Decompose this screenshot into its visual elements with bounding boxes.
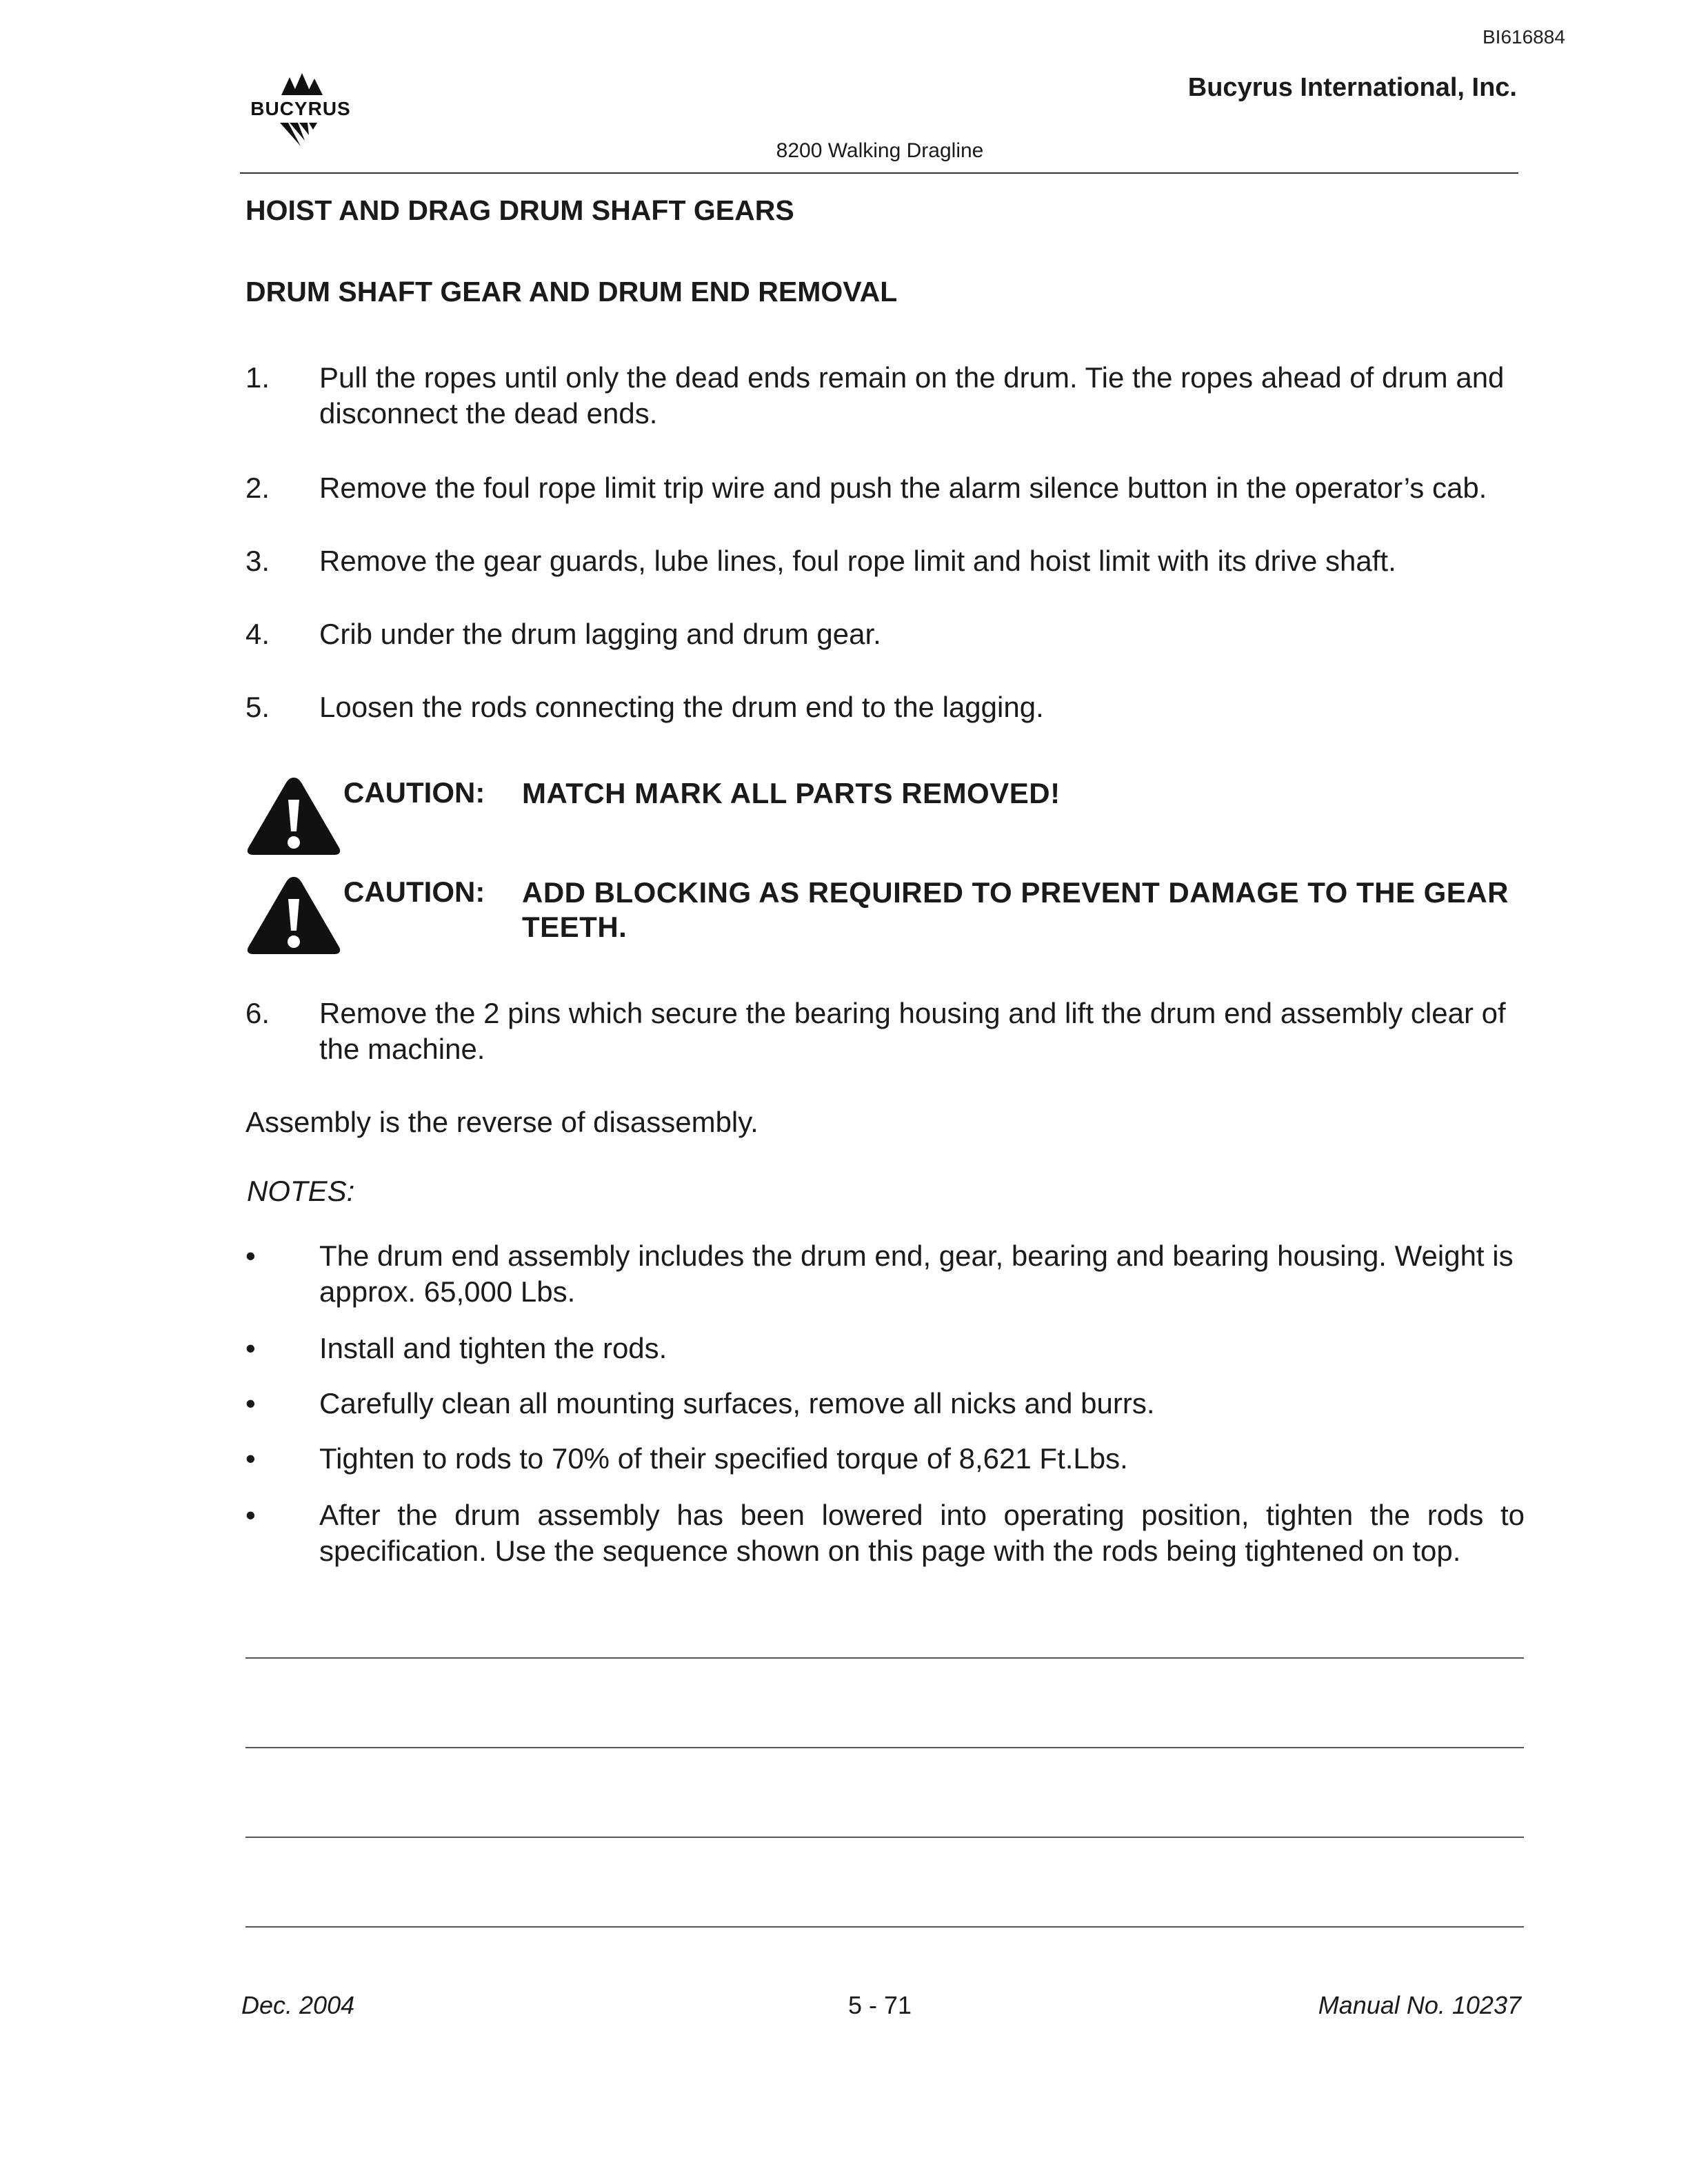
- step-number: 5.: [245, 691, 270, 723]
- manual-subtitle: 8200 Walking Dragline: [776, 139, 984, 162]
- manual-number: Manual No. 10237: [1318, 1991, 1521, 2019]
- blank-note-line: [245, 1747, 1524, 1748]
- step-text: Crib under the drum lagging and drum gear.: [319, 618, 881, 650]
- bullet-marker: •: [245, 1240, 256, 1272]
- bullet-marker: •: [245, 1442, 256, 1475]
- page-number: 5 - 71: [847, 1991, 912, 2019]
- footer-date: Dec. 2004: [241, 1991, 355, 2019]
- step-number: 1.: [245, 361, 270, 394]
- logo-wordmark: BUCYRUS: [250, 98, 351, 119]
- blank-note-line: [245, 1657, 1524, 1659]
- bullet-marker: •: [245, 1387, 256, 1419]
- step-text: Remove the foul rope limit trip wire and push the alarm silence button in the operator’s cab.: [319, 472, 1487, 504]
- caution-label: CAUTION:: [343, 776, 485, 809]
- step-text: Pull the ropes until only the dead ends remain on the drum. Tie the ropes ahead of drum and disconnect the dead ends.: [319, 361, 1505, 429]
- bucyrus-logo: [239, 69, 363, 150]
- caution-label: CAUTION:: [343, 876, 485, 908]
- company-name: Bucyrus International, Inc.: [1187, 73, 1517, 102]
- warning-triangle-icon: [245, 874, 342, 956]
- subsection-title: DRUM SHAFT GEAR AND DRUM END REMOVAL: [245, 276, 898, 307]
- step-text: Loosen the rods connecting the drum end to the lagging.: [319, 691, 1044, 723]
- warning-triangle-icon: [245, 775, 342, 856]
- bullet-marker: •: [245, 1332, 256, 1364]
- blank-note-line: [245, 1837, 1524, 1838]
- note-item: Tighten to rods to 70% of their specified torque of 8,621 Ft.Lbs.: [319, 1442, 1128, 1475]
- caution-text: MATCH MARK ALL PARTS REMOVED!: [522, 777, 1061, 809]
- assembly-note: Assembly is the reverse of disassembly.: [245, 1106, 758, 1138]
- step-number: 6.: [245, 997, 270, 1029]
- step-text: Remove the gear guards, lube lines, foul rope limit and hoist limit with its drive shaft.: [319, 545, 1396, 577]
- notes-label: NOTES:: [247, 1175, 355, 1207]
- note-item: After the drum assembly has been lowered into operating position, tighten the rods to specification. Use the sequence shown on this page with the rods being tightened on top.: [319, 1499, 1525, 1567]
- step-number: 3.: [245, 545, 270, 577]
- step-number: 2.: [245, 472, 270, 504]
- blank-note-line: [245, 1926, 1524, 1928]
- section-title: HOIST AND DRAG DRUM SHAFT GEARS: [245, 194, 794, 226]
- note-item: The drum end assembly includes the drum end, gear, bearing and bearing housing. Weight is approx. 65,000 Lbs.: [319, 1240, 1514, 1308]
- step-number: 4.: [245, 618, 270, 650]
- bullet-marker: •: [245, 1499, 256, 1531]
- step-text: Remove the 2 pins which secure the bearing housing and lift the drum end assembly clear of the machine.: [319, 997, 1506, 1065]
- note-item: Carefully clean all mounting surfaces, remove all nicks and burrs.: [319, 1387, 1155, 1419]
- caution-text: ADD BLOCKING AS REQUIRED TO PREVENT DAMAGE TO THE GEAR TEETH.: [522, 876, 1509, 943]
- header-rule: [240, 172, 1518, 174]
- note-item: Install and tighten the rods.: [319, 1332, 667, 1364]
- document-id: BI616884: [1483, 26, 1565, 48]
